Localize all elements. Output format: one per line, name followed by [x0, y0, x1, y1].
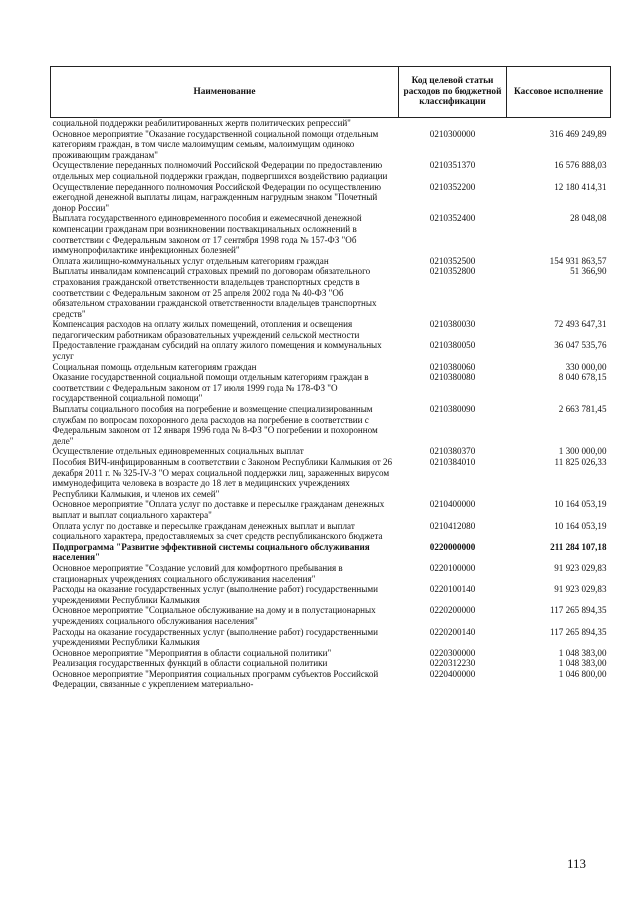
row-name: Реализация государственных функций в области социальной политики [52, 658, 328, 669]
row-name: Основное мероприятие "Создание условий для комфортного пребывания в стационарных учреждениях социального обслуживания населения" [52, 562, 343, 584]
table-row [51, 658, 611, 669]
row-name: Оплата услуг по доставке и пересылке гражданам денежных выплат и выплат социального характера, предоставляемых за счет средств республиканского бюджета [52, 520, 383, 542]
row-amount: 11 825 026,33 [554, 457, 607, 467]
row-amount: 10 164 053,19 [554, 499, 607, 510]
row-amount: 36 047 535,76 [554, 340, 607, 351]
row-code: 0210380090 [429, 404, 476, 415]
row-name: Оказание государственной социальной помощи отдельным категориям граждан в соответствии с Федеральным законом от 17 июля 1999 года № 178-ФЗ "О государственной социальной помощи" [52, 372, 369, 404]
row-name: Расходы на оказание государственных услуг (выполнение работ) государственными учреждениями Республики Калмыкия [52, 584, 378, 605]
table-row [51, 160, 611, 181]
table-header-row [51, 67, 611, 118]
table-row [51, 372, 611, 404]
row-code: 0210352500 [429, 255, 476, 266]
table-row [51, 627, 611, 648]
row-amount: 51 366,90 [570, 266, 607, 277]
row-code: 0220200140 [429, 626, 476, 637]
row-amount: 154 931 863,57 [549, 255, 607, 266]
row-code: 0210380080 [429, 372, 476, 383]
table-row [51, 457, 611, 499]
header-code: Код целевой статьи расходов по бюджетной классификации [399, 67, 507, 118]
row-amount: 12 180 414,31 [554, 181, 607, 192]
row-code: 0210400000 [429, 499, 476, 510]
table-row [51, 118, 611, 129]
row-name: Основное мероприятие "Мероприятия социальных программ субъектов Российской Федерации, связанные с укреплением материально- [52, 668, 379, 690]
row-name: Предоставление гражданам субсидий на оплату жилого помещения и коммунальных услуг [52, 340, 382, 362]
row-code: 0220300000 [429, 647, 476, 658]
table-body [51, 118, 611, 691]
row-code: 0210352200 [429, 181, 476, 192]
row-name: Расходы на оказание государственных услуг (выполнение работ) государственными учреждениями Республики Калмыкия [52, 626, 378, 648]
table-row [51, 362, 611, 373]
row-code: 0220100000 [429, 562, 476, 573]
budget-table [50, 66, 611, 690]
table-row [51, 129, 611, 161]
row-code: 0210384010 [429, 457, 476, 467]
row-code: 0220200000 [429, 605, 476, 616]
row-name: Осуществление переданных полномочий Российской Федерации по предоставлению отдельных мер социальной поддержки граждан, подвергшихся воздействию радиации [52, 160, 388, 181]
row-name: Основное мероприятие "Оказание государственной социальной помощи отдельным категориям граждан, в том числе малоимущим семьям, малоимущим одиноко проживающим гражданам" [52, 128, 379, 160]
table-row [51, 669, 611, 690]
header-amount: Кассовое исполнение [507, 67, 611, 118]
row-code: 0210300000 [429, 128, 476, 139]
row-name: социальной поддержки реабилитированных жертв политических репрессий" [52, 118, 351, 128]
row-code: 0220100140 [429, 584, 476, 595]
row-code: 0210380060 [429, 361, 476, 372]
row-amount: 316 469 249,89 [549, 128, 607, 139]
row-name: Выплата государственного единовременного пособия и ежемесячной денежной компенсации гражданам при возникновении поствакцинальных осложнений в соответствии с Федеральным законом от 17 сентября 1998 года № 157-ФЗ "Об иммунопрофилактике инфекционных болезней" [52, 213, 362, 256]
row-name: Компенсация расходов на оплату жилых помещений, отопления и освещения педагогическим работникам образовательных учреждений сельской местности [52, 319, 360, 340]
row-name: Подпрограмма "Развитие эффективной системы социального обслуживания населения" [52, 541, 370, 563]
row-code: 0220312230 [429, 658, 476, 669]
table-row [51, 446, 611, 457]
row-amount: 1 048 383,00 [558, 647, 607, 658]
page-number: 113 [567, 856, 587, 871]
row-amount: 10 164 053,19 [554, 520, 607, 531]
row-name: Осуществление переданного полномочия Российской Федерации по осуществлению ежегодной денежной выплаты лицам, награжденным нагрудным знаком "Почетный донор России" [52, 181, 382, 213]
row-name: Социальная помощь отдельным категориям граждан [52, 361, 257, 372]
row-name: Основное мероприятие "Мероприятия в области социальной политики" [52, 647, 332, 658]
row-amount: 1 048 383,00 [558, 658, 607, 669]
row-code: 0210351370 [429, 160, 476, 171]
row-name: Выплаты инвалидам компенсаций страховых премий по договорам обязательного страхования гражданской ответственности владельцев транспортных средств в соответствии с Федеральным законом от 25 апреля 2002 года № 40-ФЗ "Об обязательном страховании гражданской ответственности владельцев транспортных средств" [52, 266, 377, 319]
row-code: 0210380050 [429, 340, 476, 351]
row-amount: 8 040 678,15 [558, 372, 607, 383]
row-amount: 1 046 800,00 [558, 668, 607, 679]
table-row [51, 563, 611, 584]
row-amount: 91 923 029,83 [554, 562, 607, 573]
row-name: Пособия ВИЧ-инфицированным в соответствии с Законом Республики Калмыкия от 26 декабря 2011 г. № 325-IV-З "О мерах социальной поддержки лиц, зараженных вирусом иммунодефицита человека в возрасте до 18 лет в медицинских учреждениях Республики Калмыкия, и членов их семей" [52, 457, 393, 499]
row-amount: 2 663 781,45 [558, 404, 607, 415]
row-amount: 28 048,08 [570, 213, 607, 224]
header-name: Наименование [51, 67, 399, 118]
table-row [51, 182, 611, 214]
table-row [51, 340, 611, 361]
row-name: Основное мероприятие "Оплата услуг по доставке и пересылке гражданам денежных выплат и выплат социального характера" [52, 499, 385, 520]
row-amount: 211 284 107,18 [550, 541, 607, 552]
table-row [51, 499, 611, 520]
table-row [51, 256, 611, 267]
table-row [51, 319, 611, 340]
table-row [51, 266, 611, 319]
row-amount: 72 493 647,31 [554, 319, 607, 330]
table-row [51, 584, 611, 605]
row-amount: 330 000,00 [565, 361, 607, 372]
row-amount: 117 265 894,35 [550, 626, 607, 637]
row-name: Осуществление отдельных единовременных социальных выплат [52, 446, 304, 457]
row-code: 0210352400 [429, 213, 476, 224]
row-code: 0220400000 [429, 668, 476, 679]
row-code: 0210352800 [429, 266, 476, 277]
table-row [51, 521, 611, 542]
row-code: 0210380370 [429, 446, 476, 457]
row-code: 0210380030 [429, 319, 476, 330]
row-code [399, 118, 507, 129]
table-row [51, 213, 611, 255]
row-name: Основное мероприятие "Социальное обслуживание на дому и в полустационарных учреждениях социального обслуживания населения" [52, 605, 376, 626]
row-amount: 16 576 888,03 [554, 160, 607, 171]
row-amount [507, 118, 611, 129]
row-code: 0220000000 [429, 541, 476, 552]
table-row [51, 605, 611, 626]
table-row [51, 648, 611, 659]
row-amount: 1 300 000,00 [558, 446, 607, 457]
row-code: 0210412080 [429, 520, 476, 531]
table-row [51, 542, 611, 563]
row-amount: 91 923 029,83 [554, 584, 607, 595]
row-name: Оплата жилищно-коммунальных услуг отдельным категориям граждан [52, 255, 329, 266]
row-amount: 117 265 894,35 [550, 605, 607, 616]
row-name: Выплаты социального пособия на погребение и возмещение специализированным службам по вопросам похоронного дела расходов на погребение в соответствии с Федеральным законом от 12 января 1996 года № 8-ФЗ "О погребении и похоронном деле" [52, 404, 378, 446]
table-row [51, 404, 611, 446]
